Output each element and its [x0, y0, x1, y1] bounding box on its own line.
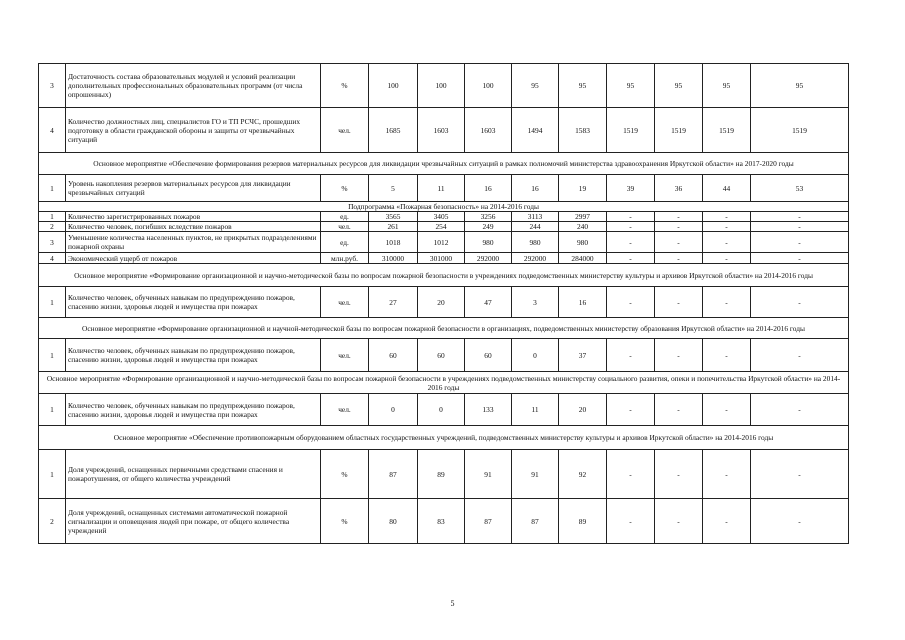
value-cell: 284000	[559, 253, 607, 264]
value-cell: 60	[369, 339, 418, 372]
value-cell: 1519	[751, 108, 849, 153]
unit-cell: ед.	[321, 212, 369, 222]
value-cell: -	[607, 253, 655, 264]
value-cell: 292000	[512, 253, 559, 264]
table-row	[39, 212, 849, 222]
table-row	[39, 253, 849, 264]
section-header-row	[39, 153, 849, 175]
value-cell: -	[655, 222, 703, 232]
value-cell: 1018	[369, 232, 418, 253]
value-cell: 3256	[465, 212, 512, 222]
unit-cell: чел.	[321, 339, 369, 372]
value-cell: 3405	[418, 212, 465, 222]
value-cell: 36	[655, 175, 703, 202]
indicator-name: Количество человек, погибших вследствие пожаров	[66, 222, 321, 232]
value-cell: -	[703, 212, 751, 222]
value-cell: -	[655, 287, 703, 318]
value-cell: -	[703, 253, 751, 264]
value-cell: 310000	[369, 253, 418, 264]
value-cell: 20	[559, 394, 607, 426]
section-title: Основное мероприятие «Обеспечение формирования резервов материальных ресурсов для ликвидации чрезвычайных ситуаций в рамках полномочий министерства здравоохранения Иркутской области» на 2017-2020 годы	[39, 153, 849, 175]
unit-cell: %	[321, 175, 369, 202]
row-number: 2	[39, 499, 66, 544]
table-row	[39, 499, 849, 544]
value-cell: 60	[465, 339, 512, 372]
table-row	[39, 450, 849, 499]
value-cell: 1603	[418, 108, 465, 153]
value-cell: -	[655, 394, 703, 426]
table-row	[39, 394, 849, 426]
section-header-row	[39, 372, 849, 394]
indicator-name: Количество должностных лиц, специалистов ГО и ТП РСЧС, прошедших подготовку в области гражданской обороны и защиты от чрезвычайных ситуаций	[66, 108, 321, 153]
value-cell: 11	[418, 175, 465, 202]
value-cell: -	[607, 339, 655, 372]
value-cell: -	[607, 450, 655, 499]
value-cell: -	[607, 394, 655, 426]
unit-cell: %	[321, 499, 369, 544]
indicator-name: Количество зарегистрированных пожаров	[66, 212, 321, 222]
value-cell: -	[751, 339, 849, 372]
value-cell: 5	[369, 175, 418, 202]
row-number: 3	[39, 64, 66, 108]
row-number: 1	[39, 394, 66, 426]
table-row	[39, 287, 849, 318]
indicator-name: Уменьшение количества населенных пунктов, не прикрытых подразделениями пожарной охраны	[66, 232, 321, 253]
section-title: Подпрограмма «Пожарная безопасность» на 2014-2016 годы	[39, 202, 849, 212]
value-cell: -	[751, 232, 849, 253]
value-cell: -	[703, 499, 751, 544]
value-cell: 27	[369, 287, 418, 318]
value-cell: 1519	[703, 108, 751, 153]
value-cell: -	[607, 212, 655, 222]
value-cell: -	[751, 287, 849, 318]
section-title: Основное мероприятие «Формирование организационной и научно-методической базы по вопросам пожарной безопасности в учреждениях подведомственных министерству культуры и архивов Иркутской области» на 2014-2016 годы	[39, 264, 849, 287]
indicator-name: Уровень накопления резервов материальных ресурсов для ликвидации чрезвычайных ситуаций	[66, 175, 321, 202]
value-cell: 1583	[559, 108, 607, 153]
value-cell: 301000	[418, 253, 465, 264]
value-cell: -	[751, 253, 849, 264]
value-cell: 249	[465, 222, 512, 232]
value-cell: 100	[465, 64, 512, 108]
value-cell: -	[655, 499, 703, 544]
value-cell: 95	[751, 64, 849, 108]
value-cell: -	[655, 339, 703, 372]
value-cell: 133	[465, 394, 512, 426]
value-cell: 39	[607, 175, 655, 202]
value-cell: 20	[418, 287, 465, 318]
value-cell: 980	[559, 232, 607, 253]
value-cell: 95	[703, 64, 751, 108]
value-cell: 100	[369, 64, 418, 108]
value-cell: 1494	[512, 108, 559, 153]
value-cell: -	[703, 450, 751, 499]
table-row	[39, 108, 849, 153]
table-row	[39, 64, 849, 108]
unit-cell: млн.руб.	[321, 253, 369, 264]
indicator-name: Доля учреждений, оснащенных системами автоматической пожарной сигнализации и оповещения людей при пожаре, от общего количества учреждений	[66, 499, 321, 544]
value-cell: 1603	[465, 108, 512, 153]
value-cell: -	[703, 339, 751, 372]
value-cell: 1519	[655, 108, 703, 153]
indicator-name: Достаточность состава образовательных модулей и условий реализации дополнительных профессиональных образовательных программ (от числа опрошенных)	[66, 64, 321, 108]
value-cell: -	[751, 222, 849, 232]
section-header-row	[39, 202, 849, 212]
row-number: 1	[39, 450, 66, 499]
section-header-row	[39, 264, 849, 287]
value-cell: -	[655, 232, 703, 253]
row-number: 3	[39, 232, 66, 253]
value-cell: 92	[559, 450, 607, 499]
value-cell: 3113	[512, 212, 559, 222]
value-cell: 83	[418, 499, 465, 544]
value-cell: -	[655, 253, 703, 264]
unit-cell: чел.	[321, 287, 369, 318]
unit-cell: чел.	[321, 222, 369, 232]
value-cell: 95	[559, 64, 607, 108]
value-cell: 89	[418, 450, 465, 499]
value-cell: 87	[465, 499, 512, 544]
value-cell: -	[751, 499, 849, 544]
value-cell: 91	[512, 450, 559, 499]
value-cell: 254	[418, 222, 465, 232]
value-cell: 3	[512, 287, 559, 318]
indicators-table	[38, 63, 849, 544]
value-cell: 2997	[559, 212, 607, 222]
indicator-name: Экономический ущерб от пожаров	[66, 253, 321, 264]
section-title: Основное мероприятие «Обеспечение противопожарным оборудованием областных государственных учреждений, подведомственных министерству культуры и архивов Иркутской области» на 2014-2016 годы	[39, 426, 849, 450]
value-cell: 53	[751, 175, 849, 202]
indicator-name: Количество человек, обученных навыкам по предупреждению пожаров, спасению жизни, здоровья людей и имущества при пожарах	[66, 339, 321, 372]
value-cell: 1685	[369, 108, 418, 153]
indicator-name: Доля учреждений, оснащенных первичными средствами спасения и пожаротушения, от общего количества учреждений	[66, 450, 321, 499]
value-cell: 292000	[465, 253, 512, 264]
unit-cell: чел.	[321, 108, 369, 153]
value-cell: 244	[512, 222, 559, 232]
value-cell: 37	[559, 339, 607, 372]
value-cell: -	[703, 394, 751, 426]
value-cell: 11	[512, 394, 559, 426]
value-cell: 87	[369, 450, 418, 499]
section-title: Основное мероприятие «Формирование организационной и научно-методической базы по вопросам пожарной безопасности в учреждениях подведомственных министерству социального развития, опеки и попечительства Иркутской области» на 2014-2016 годы	[39, 372, 849, 394]
value-cell: -	[607, 232, 655, 253]
value-cell: -	[751, 394, 849, 426]
value-cell: 1519	[607, 108, 655, 153]
table-row	[39, 175, 849, 202]
value-cell: 95	[655, 64, 703, 108]
row-number: 1	[39, 339, 66, 372]
value-cell: 60	[418, 339, 465, 372]
value-cell: 980	[512, 232, 559, 253]
value-cell: 16	[559, 287, 607, 318]
value-cell: -	[703, 232, 751, 253]
value-cell: -	[751, 450, 849, 499]
value-cell: 0	[512, 339, 559, 372]
section-title: Основное мероприятие «Формирование организационной и научной-методической базы по вопросам пожарной безопасности в организациях, подведомственных министерству образования Иркутской области» на 2014-2016 годы	[39, 318, 849, 339]
value-cell: 47	[465, 287, 512, 318]
value-cell: -	[655, 450, 703, 499]
table-row	[39, 232, 849, 253]
value-cell: 0	[418, 394, 465, 426]
table-row	[39, 222, 849, 232]
value-cell: 16	[512, 175, 559, 202]
value-cell: 261	[369, 222, 418, 232]
row-number: 4	[39, 253, 66, 264]
value-cell: -	[607, 287, 655, 318]
value-cell: 87	[512, 499, 559, 544]
page-number: 5	[450, 599, 455, 608]
value-cell: 100	[418, 64, 465, 108]
row-number: 1	[39, 212, 66, 222]
value-cell: 0	[369, 394, 418, 426]
value-cell: 80	[369, 499, 418, 544]
section-header-row	[39, 318, 849, 339]
value-cell: 91	[465, 450, 512, 499]
value-cell: -	[751, 212, 849, 222]
value-cell: 89	[559, 499, 607, 544]
value-cell: 95	[512, 64, 559, 108]
section-header-row	[39, 426, 849, 450]
unit-cell: чел.	[321, 394, 369, 426]
value-cell: 980	[465, 232, 512, 253]
row-number: 2	[39, 222, 66, 232]
row-number: 1	[39, 175, 66, 202]
value-cell: 3565	[369, 212, 418, 222]
indicator-name: Количество человек, обученных навыкам по предупреждению пожаров, спасению жизни, здоровья людей и имущества при пожарах	[66, 394, 321, 426]
unit-cell: %	[321, 450, 369, 499]
value-cell: -	[607, 499, 655, 544]
unit-cell: %	[321, 64, 369, 108]
value-cell: -	[703, 222, 751, 232]
value-cell: 19	[559, 175, 607, 202]
value-cell: 240	[559, 222, 607, 232]
value-cell: 44	[703, 175, 751, 202]
value-cell: 16	[465, 175, 512, 202]
row-number: 4	[39, 108, 66, 153]
value-cell: 95	[607, 64, 655, 108]
table-row	[39, 339, 849, 372]
indicator-name: Количество человек, обученных навыкам по предупреждению пожаров, спасению жизни, здоровья людей и имущества при пожарах	[66, 287, 321, 318]
row-number: 1	[39, 287, 66, 318]
value-cell: -	[655, 212, 703, 222]
value-cell: -	[703, 287, 751, 318]
value-cell: -	[607, 222, 655, 232]
unit-cell: ед.	[321, 232, 369, 253]
value-cell: 1012	[418, 232, 465, 253]
